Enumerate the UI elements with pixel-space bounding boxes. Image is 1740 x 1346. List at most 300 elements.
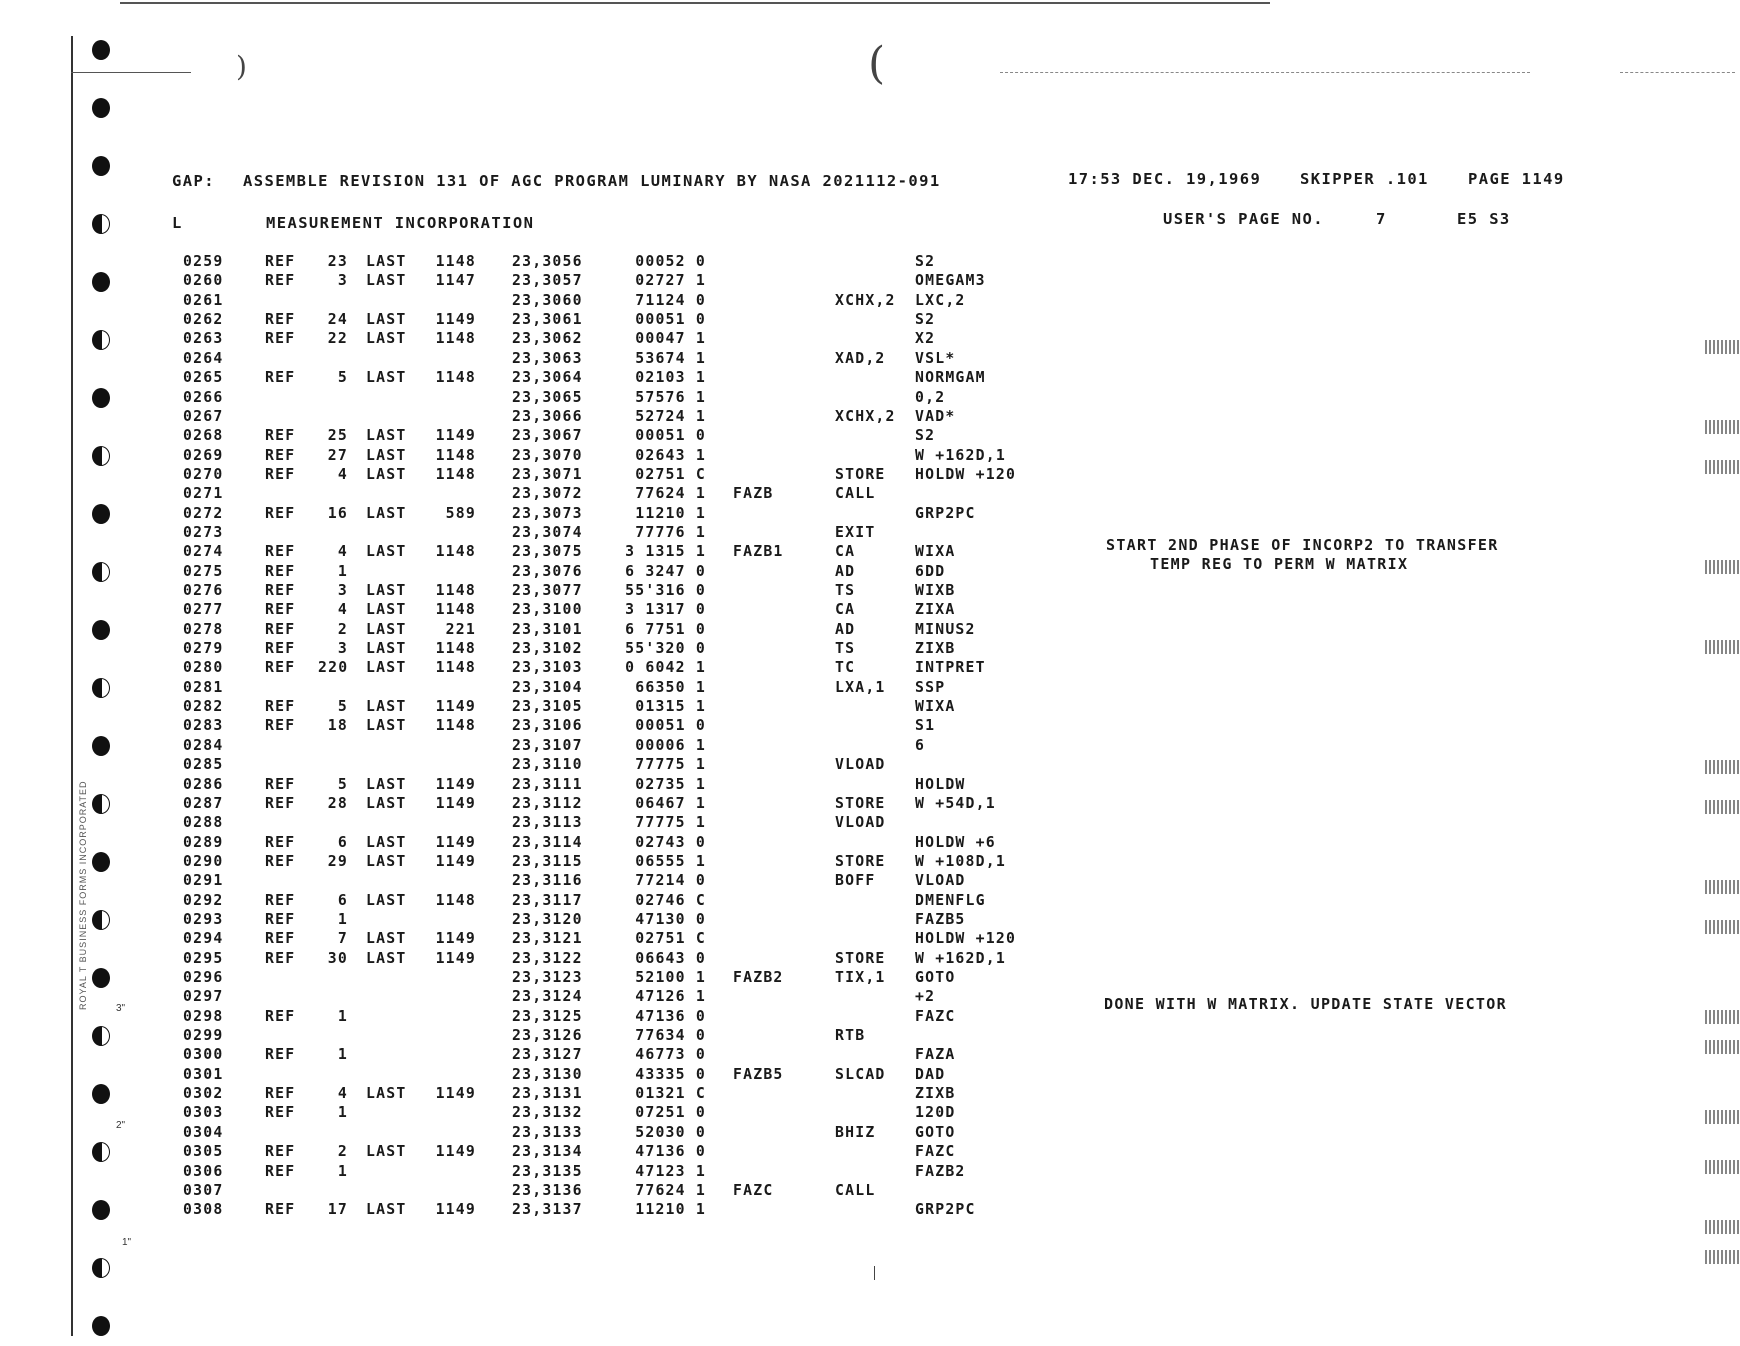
last-page: 1149	[435, 698, 476, 715]
feed-hole	[92, 1316, 110, 1336]
ref-count: 220	[318, 659, 349, 677]
address: 23,3111	[512, 775, 583, 793]
octal-word: 52100 1	[635, 969, 706, 986]
feed-hole	[92, 794, 110, 814]
last-keyword: LAST	[366, 930, 407, 948]
line-number: 0276	[183, 582, 224, 599]
operand: ZIXB	[915, 1085, 956, 1103]
ref-keyword: REF	[265, 1143, 296, 1161]
opcode: STORE	[835, 852, 886, 870]
last-keyword: LAST	[366, 717, 407, 735]
ref-count: 1	[337, 1007, 348, 1025]
octal-word: 06467 1	[635, 794, 706, 812]
feed-hole	[92, 1200, 110, 1220]
line-number: 0286	[183, 775, 224, 793]
opcode: TS	[835, 582, 856, 599]
ref-count: 22	[327, 330, 348, 348]
ref-keyword: REF	[265, 1104, 296, 1122]
operand: 6	[915, 736, 926, 754]
feed-hole	[92, 1084, 110, 1104]
line-number: 0290	[183, 852, 224, 870]
opcode: XCHX,2	[835, 291, 896, 309]
stray-paren-mark: )	[236, 50, 247, 83]
comment-line: START 2ND PHASE OF INCORP2 TO TRANSFER	[1106, 536, 1499, 554]
opcode: STORE	[835, 465, 886, 483]
operand: ZIXB	[915, 640, 956, 657]
symbol-label: FAZB	[733, 485, 774, 503]
ref-keyword: REF	[265, 659, 296, 677]
ref-keyword: REF	[265, 620, 296, 638]
address: 23,3114	[512, 833, 583, 851]
opcode: SLCAD	[835, 1065, 886, 1083]
feed-hole	[92, 736, 110, 756]
opcode: XCHX,2	[835, 407, 896, 425]
last-keyword: LAST	[366, 369, 407, 387]
address: 23,3104	[512, 678, 583, 696]
octal-word: 6 3247 0	[625, 562, 706, 580]
last-page: 1149	[435, 775, 476, 793]
ref-count: 4	[337, 465, 348, 483]
last-page: 1148	[435, 582, 476, 599]
operand: FAZC	[915, 1007, 956, 1025]
ref-keyword: REF	[265, 1007, 296, 1025]
form-maker-label: ROYAL T BUSINESS FORMS INCORPORATED	[78, 780, 88, 1010]
last-keyword: LAST	[366, 543, 407, 561]
octal-word: 55'320 0	[625, 640, 706, 657]
opcode: STORE	[835, 949, 886, 967]
address: 23,3121	[512, 930, 583, 948]
operand: S2	[915, 427, 936, 445]
octal-word: 0 6042 1	[625, 659, 706, 677]
line-number: 0260	[183, 272, 224, 290]
symbol-label: FAZB1	[733, 543, 784, 561]
line-number: 0267	[183, 407, 224, 425]
line-number: 0283	[183, 717, 224, 735]
dotted-guide-line	[1620, 72, 1735, 73]
line-number: 0262	[183, 311, 224, 329]
octal-word: 77775 1	[635, 814, 706, 832]
ref-count: 3	[337, 272, 348, 290]
address: 23,3126	[512, 1027, 583, 1044]
scan-noise	[1705, 760, 1740, 774]
line-number: 0265	[183, 369, 224, 387]
address: 23,3075	[512, 543, 583, 561]
octal-word: 01315 1	[635, 698, 706, 715]
last-page: 1149	[435, 311, 476, 329]
ref-count: 1	[337, 1046, 348, 1064]
octal-word: 3 1315 1	[625, 543, 706, 561]
line-number: 0279	[183, 640, 224, 657]
operand: LXC,2	[915, 291, 966, 309]
last-keyword: LAST	[366, 852, 407, 870]
ref-keyword: REF	[265, 1085, 296, 1103]
octal-word: 02751 C	[635, 465, 706, 483]
last-page: 589	[445, 504, 476, 522]
address: 23,3115	[512, 852, 583, 870]
address: 23,3100	[512, 601, 583, 619]
ref-keyword: REF	[265, 1046, 296, 1064]
last-keyword: LAST	[366, 272, 407, 290]
line-number: 0259	[183, 253, 224, 270]
opcode: STORE	[835, 794, 886, 812]
octal-word: 01321 C	[635, 1085, 706, 1103]
last-keyword: LAST	[366, 775, 407, 793]
opcode: TC	[835, 659, 856, 677]
octal-word: 77775 1	[635, 756, 706, 774]
last-page: 1149	[435, 1143, 476, 1161]
ref-count: 2	[337, 1143, 348, 1161]
symbol-label: FAZC	[733, 1181, 774, 1199]
last-page: 1149	[435, 427, 476, 445]
last-keyword: LAST	[366, 891, 407, 909]
last-page: 1148	[435, 253, 476, 270]
ref-count: 30	[327, 949, 348, 967]
line-number: 0282	[183, 698, 224, 715]
ref-keyword: REF	[265, 253, 296, 270]
octal-word: 00051 0	[635, 311, 706, 329]
operand: HOLDW +120	[915, 465, 1017, 483]
ref-keyword: REF	[265, 891, 296, 909]
ref-keyword: REF	[265, 833, 296, 851]
ref-count: 18	[327, 717, 348, 735]
operand: FAZA	[915, 1046, 956, 1064]
listing-flag: L	[172, 214, 183, 232]
operand: VSL*	[915, 349, 956, 367]
octal-word: 6 7751 0	[625, 620, 706, 638]
feed-hole	[92, 1258, 110, 1278]
dotted-guide-line	[1000, 72, 1530, 73]
octal-word: 77214 0	[635, 872, 706, 890]
address: 23,3072	[512, 485, 583, 503]
feed-hole	[92, 40, 110, 60]
feed-hole	[92, 446, 110, 466]
operand: W +162D,1	[915, 949, 1006, 967]
octal-word: 00052 0	[635, 253, 706, 270]
scan-noise	[1705, 460, 1740, 474]
address: 23,3124	[512, 988, 583, 1006]
operand: DMENFLG	[915, 891, 986, 909]
octal-word: 43335 0	[635, 1065, 706, 1083]
last-keyword: LAST	[366, 311, 407, 329]
ref-count: 2	[337, 620, 348, 638]
last-page: 1149	[435, 930, 476, 948]
octal-word: 3 1317 0	[625, 601, 706, 619]
symbol-label: FAZB2	[733, 969, 784, 986]
inch-mark: 2"	[116, 1120, 126, 1131]
last-keyword: LAST	[366, 446, 407, 464]
operand: WIXA	[915, 543, 956, 561]
octal-word: 02643 1	[635, 446, 706, 464]
scan-noise	[1705, 1040, 1740, 1054]
operand: GRP2PC	[915, 504, 976, 522]
octal-word: 47136 0	[635, 1143, 706, 1161]
users-page-label: USER'S PAGE NO.	[1163, 210, 1324, 228]
scan-noise	[1705, 1110, 1740, 1124]
line-number: 0292	[183, 891, 224, 909]
feed-hole	[92, 98, 110, 118]
ref-count: 4	[337, 543, 348, 561]
line-number: 0289	[183, 833, 224, 851]
address: 23,3102	[512, 640, 583, 657]
operand: DAD	[915, 1065, 946, 1083]
octal-word: 55'316 0	[625, 582, 706, 599]
address: 23,3061	[512, 311, 583, 329]
last-keyword: LAST	[366, 1201, 407, 1219]
last-keyword: LAST	[366, 601, 407, 619]
last-page: 1148	[435, 717, 476, 735]
feed-hole	[92, 214, 110, 234]
operand: NORMGAM	[915, 369, 986, 387]
line-number: 0277	[183, 601, 224, 619]
symbol-label: FAZB5	[733, 1065, 784, 1083]
line-number: 0293	[183, 910, 224, 928]
ref-keyword: REF	[265, 640, 296, 657]
address: 23,3107	[512, 736, 583, 754]
line-number: 0268	[183, 427, 224, 445]
ref-keyword: REF	[265, 949, 296, 967]
ref-keyword: REF	[265, 1201, 296, 1219]
ref-count: 25	[327, 427, 348, 445]
line-number: 0296	[183, 969, 224, 986]
octal-word: 52724 1	[635, 407, 706, 425]
operand: S2	[915, 253, 936, 270]
ref-keyword: REF	[265, 446, 296, 464]
line-number: 0307	[183, 1181, 224, 1199]
ref-count: 23	[327, 253, 348, 270]
operand: GOTO	[915, 969, 956, 986]
address: 23,3074	[512, 523, 583, 541]
comment-line: TEMP REG TO PERM W MATRIX	[1150, 555, 1409, 573]
last-page: 1148	[435, 601, 476, 619]
gap-label: GAP:	[172, 172, 215, 190]
octal-word: 06643 0	[635, 949, 706, 967]
scan-noise	[1705, 640, 1740, 654]
last-page: 1149	[435, 1085, 476, 1103]
octal-word: 47126 1	[635, 988, 706, 1006]
address: 23,3132	[512, 1104, 583, 1122]
ref-keyword: REF	[265, 562, 296, 580]
scan-noise	[1705, 1010, 1740, 1024]
ref-keyword: REF	[265, 330, 296, 348]
operand: 0,2	[915, 388, 946, 406]
address: 23,3062	[512, 330, 583, 348]
octal-word: 00047 1	[635, 330, 706, 348]
line-number: 0269	[183, 446, 224, 464]
opcode: CA	[835, 543, 856, 561]
last-page: 1148	[435, 891, 476, 909]
opcode: CALL	[835, 1181, 876, 1199]
octal-word: 02727 1	[635, 272, 706, 290]
address: 23,3057	[512, 272, 583, 290]
section-title: MEASUREMENT INCORPORATION	[266, 214, 535, 232]
line-number: 0306	[183, 1162, 224, 1180]
octal-word: 02751 C	[635, 930, 706, 948]
operand: 120D	[915, 1104, 956, 1122]
last-keyword: LAST	[366, 833, 407, 851]
last-page: 1148	[435, 369, 476, 387]
opcode: TIX,1	[835, 969, 886, 986]
address: 23,3077	[512, 582, 583, 599]
address: 23,3134	[512, 1143, 583, 1161]
operand: W +108D,1	[915, 852, 1006, 870]
feed-hole	[92, 562, 110, 582]
line-number: 0287	[183, 794, 224, 812]
operand: +2	[915, 988, 936, 1006]
line-number: 0299	[183, 1027, 224, 1044]
line-number: 0308	[183, 1201, 224, 1219]
ref-count: 1	[337, 910, 348, 928]
last-keyword: LAST	[366, 427, 407, 445]
octal-word: 77624 1	[635, 485, 706, 503]
address: 23,3131	[512, 1085, 583, 1103]
operand: HOLDW +6	[915, 833, 996, 851]
stray-paren-mark: (	[868, 38, 886, 89]
ref-keyword: REF	[265, 311, 296, 329]
last-keyword: LAST	[366, 1143, 407, 1161]
address: 23,3056	[512, 253, 583, 270]
line-number: 0284	[183, 736, 224, 754]
last-keyword: LAST	[366, 1085, 407, 1103]
last-page: 1149	[435, 1201, 476, 1219]
ref-count: 1	[337, 1104, 348, 1122]
ref-keyword: REF	[265, 465, 296, 483]
ref-count: 28	[327, 794, 348, 812]
feed-hole	[92, 330, 110, 350]
last-keyword: LAST	[366, 330, 407, 348]
last-page: 221	[445, 620, 476, 638]
octal-word: 00051 0	[635, 717, 706, 735]
line-number: 0294	[183, 930, 224, 948]
last-page: 1149	[435, 949, 476, 967]
operand: GOTO	[915, 1123, 956, 1141]
address: 23,3066	[512, 407, 583, 425]
top-rule	[120, 2, 1270, 4]
scan-noise	[1705, 1160, 1740, 1174]
ref-count: 6	[337, 891, 348, 909]
left-margin-rule	[71, 36, 73, 1336]
opcode: BHIZ	[835, 1123, 876, 1141]
page-number: PAGE 1149	[1468, 170, 1565, 188]
ref-keyword: REF	[265, 504, 296, 522]
address: 23,3103	[512, 659, 583, 677]
ref-keyword: REF	[265, 582, 296, 599]
users-page-number: 7	[1376, 210, 1387, 228]
feed-hole	[92, 620, 110, 640]
inch-mark: 1"	[122, 1237, 132, 1248]
address: 23,3073	[512, 504, 583, 522]
octal-word: 02743 0	[635, 833, 706, 851]
operand: VLOAD	[915, 872, 966, 890]
margin-hook-line	[71, 72, 191, 73]
last-page: 1148	[435, 640, 476, 657]
octal-word: 77776 1	[635, 523, 706, 541]
opcode: AD	[835, 620, 856, 638]
feed-hole	[92, 852, 110, 872]
scan-noise	[1705, 420, 1740, 434]
last-page: 1148	[435, 659, 476, 677]
ref-keyword: REF	[265, 1162, 296, 1180]
operand: GRP2PC	[915, 1201, 976, 1219]
last-keyword: LAST	[366, 640, 407, 657]
octal-word: 02103 1	[635, 369, 706, 387]
address: 23,3060	[512, 291, 583, 309]
line-number: 0285	[183, 756, 224, 774]
octal-word: 06555 1	[635, 852, 706, 870]
ref-count: 7	[337, 930, 348, 948]
line-number: 0275	[183, 562, 224, 580]
feed-hole	[92, 388, 110, 408]
opcode: VLOAD	[835, 756, 886, 774]
last-keyword: LAST	[366, 582, 407, 599]
line-number: 0264	[183, 349, 224, 367]
octal-word: 00006 1	[635, 736, 706, 754]
address: 23,3127	[512, 1046, 583, 1064]
line-number: 0261	[183, 291, 224, 309]
line-number: 0278	[183, 620, 224, 638]
opcode: CALL	[835, 485, 876, 503]
opcode: RTB	[835, 1027, 866, 1044]
ref-keyword: REF	[265, 930, 296, 948]
octal-word: 47123 1	[635, 1162, 706, 1180]
ref-keyword: REF	[265, 794, 296, 812]
ref-count: 1	[337, 1162, 348, 1180]
address: 23,3112	[512, 794, 583, 812]
ref-count: 5	[337, 369, 348, 387]
octal-word: 02746 C	[635, 891, 706, 909]
scan-noise	[1705, 1220, 1740, 1234]
ref-keyword: REF	[265, 775, 296, 793]
ref-count: 3	[337, 582, 348, 599]
last-keyword: LAST	[366, 659, 407, 677]
scan-noise	[1705, 560, 1740, 574]
ref-keyword: REF	[265, 427, 296, 445]
ref-count: 1	[337, 562, 348, 580]
octal-word: 77634 0	[635, 1027, 706, 1044]
address: 23,3067	[512, 427, 583, 445]
octal-word: 66350 1	[635, 678, 706, 696]
last-page: 1149	[435, 833, 476, 851]
octal-word: 47136 0	[635, 1007, 706, 1025]
feed-hole	[92, 968, 110, 988]
last-page: 1148	[435, 543, 476, 561]
address: 23,3101	[512, 620, 583, 638]
octal-word: 11210 1	[635, 1201, 706, 1219]
operand: X2	[915, 330, 936, 348]
ref-keyword: REF	[265, 717, 296, 735]
operand: SSP	[915, 678, 946, 696]
last-page: 1148	[435, 446, 476, 464]
scan-noise	[1705, 920, 1740, 934]
last-keyword: LAST	[366, 794, 407, 812]
line-number: 0304	[183, 1123, 224, 1141]
address: 23,3106	[512, 717, 583, 735]
ref-keyword: REF	[265, 543, 296, 561]
e5-s3-label: E5 S3	[1457, 210, 1511, 228]
feed-hole	[92, 1026, 110, 1046]
ref-keyword: REF	[265, 272, 296, 290]
address: 23,3133	[512, 1123, 583, 1141]
octal-word: 57576 1	[635, 388, 706, 406]
opcode: EXIT	[835, 523, 876, 541]
address: 23,3116	[512, 872, 583, 890]
ref-keyword: REF	[265, 698, 296, 715]
operand: OMEGAM3	[915, 272, 986, 290]
operand: W +162D,1	[915, 446, 1006, 464]
address: 23,3137	[512, 1201, 583, 1219]
inch-mark: 3"	[116, 1003, 126, 1014]
ref-count: 6	[337, 833, 348, 851]
line-number: 0271	[183, 485, 224, 503]
